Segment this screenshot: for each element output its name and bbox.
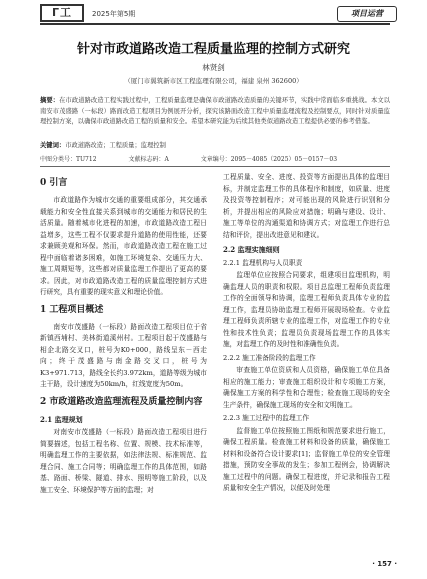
clc-number: 中图分类号：TU712 bbox=[40, 156, 97, 163]
article-number: 文章编号：2095－4085（2025）05－0157－03 bbox=[200, 156, 338, 163]
subsubsection-heading: 2.2.2 施工准备阶段的监理工作 bbox=[223, 353, 316, 362]
section-heading: 2 市政道路改造监理流程及质量控制内容 bbox=[40, 396, 203, 407]
issue-label: 2025年第5期 bbox=[92, 10, 136, 18]
left-column bbox=[40, 172, 207, 497]
section-heading: 1 工程项目概述 bbox=[40, 304, 104, 315]
paragraph: 监督施工单位按照施工图纸和规范要求进行施工，确保工程质量。检查施工材料和设备的质量，确保施工材料和设备符合设计要求[1]；监督施工单位的安全管理措施，预防安全事故的发生；参加工程例会，协调解决施工过程中的问题。确保工程进度，并记录和报告工程质量和安全生产情况，以便及时处理 bbox=[223, 426, 390, 492]
paragraph: 监理单位应按照合同要求，组建项目监理机构，明确监理人员的职责和权限。项目总监理工程师负责监理工作的全面领导和协调，监理工程师负责具体专业的监理工作，监理员协助监理工程师开展现场检查。专业监理工程师负责所辖专业的监理工作，对监理工作的专业性和技术性负责；监理员负责现场监理工作的具体实施，对监理工作的及时性和准确性负责。 bbox=[223, 271, 390, 348]
keywords-label: 关键词： bbox=[40, 142, 66, 149]
meta-divider bbox=[40, 166, 390, 167]
paragraph: 市政道路作为城市交通的重要组成部分，其交通承载能力和安全性直接关系到城市的交通能力和居民的生活质量。随着城市化进程的加速，市政道路改造工程日益增多，这些工程不仅要求提升道路的使用性能，还要求兼顾美观和环保。然而，市政道路改造工程在施工过程中面临着诸多困难，如施工环境复杂、交通压力大、施工周期短等，这些都对质量监理工作提出了更高的要求。因此，对市政道路改造工程的质量监理控制方式进行研究，具有重要的现实意义和理论价值。 bbox=[40, 196, 207, 296]
abstract-label: 摘要： bbox=[40, 97, 60, 104]
header-rule bbox=[40, 23, 390, 25]
page-number: · 157 · bbox=[372, 560, 397, 568]
author-name: 林贤剑 bbox=[202, 63, 225, 72]
paragraph: 南安市茂盛路（一标段）路面改造工程项目位于省新镇西埔村、美林街道溪州村。工程项目起于茂盛路与相企北路交叉口，桩号为K0+000，路线呈东－西走向；终于茂盛路与南金路交叉口，桩号为K3+971.713，路线全长约3.972km，道路等级为城市主干路，设计速度为50km/h，红线宽度为50m。 bbox=[40, 322, 207, 388]
article-meta bbox=[40, 154, 390, 163]
article-title: 针对市政道路改造工程质量监理的控制方式研究 bbox=[76, 42, 350, 57]
paragraph: 审查施工单位资质和人员资格，确保施工单位具备相应的施工能力；审查施工组织设计和专项施工方案，确保施工方案的科学性和合理性；检查施工现场的安全生产条件，确保施工现场的安全和文明施工。 bbox=[223, 366, 390, 409]
right-column bbox=[223, 172, 390, 496]
paragraph: 对南安市茂盛路（一标段）路面改造工程项目进行简要描述，包括工程名称、位置、规模、技术标准等，明确监理工作的主要依据，如法律法规、标准规范、监理合同、施工合同等；明确监理工作的具体范围，如路基、路面、桥梁、隧道、排水、照明等施工阶段，以及施工安全、环境保护等方面的监理；对 bbox=[40, 428, 207, 494]
abstract-text: 在市政道路改造工程实践过程中，工程质量监理是确保市政道路改造质量的关键环节，实践中常面临多重挑战。本文以南安市茂盛路（一标段）路面改造工程项目为例展开分析，探究该路面改造工程中质量监理流程及控制要点，同时针对质量监理控制方案，以确保市政道路改造工程的质量和安全。希望本研究能为后续其他类似道路改造工程提供必要的参考借鉴。 bbox=[40, 97, 391, 125]
abstract bbox=[40, 96, 390, 128]
subsection-heading: 2.1 监理规划 bbox=[40, 414, 83, 424]
author-affiliation: （厦门市翼筑新市区工程监理有限公司，福建 泉州 362600） bbox=[124, 77, 303, 85]
journal-logo: Γ工 bbox=[40, 4, 84, 22]
keywords bbox=[40, 140, 390, 149]
page-header bbox=[0, 0, 427, 24]
doc-code: 文献标志码：A bbox=[128, 156, 169, 163]
keywords-text: 市政道路改造；工程质量；监理控制 bbox=[65, 142, 166, 149]
subsection-heading: 2.2 监理实施细则 bbox=[223, 245, 280, 254]
subsubsection-heading: 2.2.3 施工过程中的监理工作 bbox=[223, 414, 310, 422]
column-tag: 项目运营 bbox=[337, 6, 397, 22]
subsubsection-heading: 2.2.1 监理机构与人员职责 bbox=[223, 258, 303, 267]
section-heading: 0 引言 bbox=[40, 178, 68, 188]
paragraph: 工程质量、安全、进度、投资等方面提出具体的监理目标，并制定监理工作的具体程序和制度，如质量、进度及投资等控制程序；对可能出现的风险进行识别和分析，并提出相应的风险应对措施；明确与建设、设计、施工等单位的沟通渠道和协调方式；对监理工作进行总结和评价，提出改进意见和建议。 bbox=[223, 173, 390, 239]
